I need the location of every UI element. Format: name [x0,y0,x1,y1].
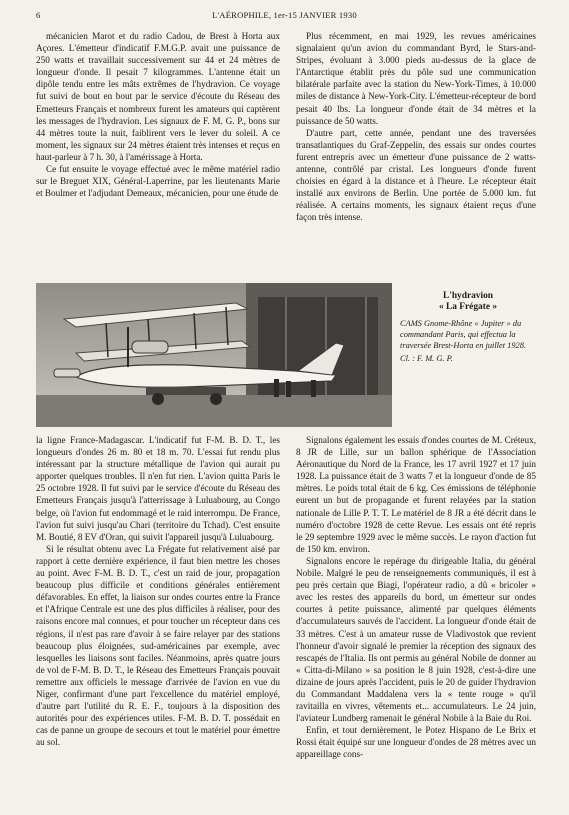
caption-title-line-2: « La Frégate » [438,302,498,312]
paragraph: mécanicien Marot et du radio Cadou, de Brest à Horta aux Açores. L'émetteur d'indicatif F.M.G.P. avait une puissance de 250 watts et travaillait successivement sur 44 et 24 mètres de longueur d'onde. Il pesait 7 kilogrammes. L'antenne était un dipôle tendu entre les mâts extrêmes de l'hydravion. Ce voyage fut suivi de bout en bout par le service d'écoute du Réseau des Emetteurs Français et nombreux furent les amateurs qui captèrent les messages de l'hydravion. Les signaux de F. M. G. P., bons sur 44 mètres toute la nuit, faiblirent vers le lever du soleil. A ce moment, les signaux sur 24 mètres étaient très intenses et reçus en haut-parleur à 7 h. 30, à l'amérissage à Horta. [36,31,280,162]
paragraph: Enfin, et tout dernièrement, le Potez Hispano de Le Brix et Rossi était équipé sur une longueur d'ondes de 28 mètres avec un appareillage cons- [296,725,536,760]
paragraph: la ligne France-Madagascar. L'indicatif fut F-M. B. D. T., les longueurs d'ondes 26 m. 80 et 18 m. 70. L'essai fut rendu plus intéressant par la structure métallique de l'avion qui aurait pu apporter quelques troubles. Il n'en fut rien. L'avion quitta Paris le 25 octobre 1928. Il fut suivi par le service d'écoute du Réseau des Emetteurs Français jusqu'à l'atterrissage à Luluabourg, au Congo belge, où l'avion fut endommagé et le raid interrompu. De France, l'avion fut suivi jusqu'au Chari (territoire du Tchad). C'est ensuite M. Boutié, 8 EV d'Oran, qui suivit l'appareil jusqu'à Luluabourg. [36,435,280,542]
running-header [36,10,533,24]
paragraph: Ce fut ensuite le voyage effectué avec le même matériel radio sur le Breguet XIX, Général-Laperrine, par les lieutenants Marie et Boulmer et l'adjudant Demeaux, mécanicien, pour une étude de [36,164,280,199]
paragraph: Plus récemment, en mai 1929, les revues américaines signalaient qu'un avion du commandant Byrd, le Stars-and-Stripes, évoluant à 3.000 pieds au-dessus de la glace de l'Antarctique établit près du pôle sud une communication bilatérale parfaite avec la station du New-York-Times, à 10.000 miles de distance à New-York-City. L'émetteur-récepteur de bord pesait 40 lbs. La longueur d'onde était de 34 mètres et la puissance de 50 watts. [296,31,536,126]
caption-title-line-1: L'hydravion [442,291,493,301]
paragraph: Signalons également les essais d'ondes courtes de M. Créteux, 8 JR de Lille, sur un ballon sphérique de l'Association Aéronautique du Nord de la France, les 17 avril 1927 et 17 juin 1928. La puissance était de 3 watts 7 et la longueur d'onde de 85 mètres. Le poids total était de 6 kg. Ces émissions de téléphonie eurent un but de propagande et furent relayées par la station nationale de Lille P. T. T. Le matériel de 8 JR a été décrit dans le numéro d'octobre 1928 de cette Revue. Les essais ont été repris le 29 septembre 1929 avec le même succès. Le rayon d'action fut de 150 km. environ. [296,435,536,554]
column-top-left [36,30,280,278]
caption-credit: Cl. : F. M. G. P. [400,354,453,363]
paragraph: Signalons encore le repérage du dirigeable Italia, du général Nobile. Malgré le peu de renseignements communiqués, il est à peu près certain que Biagi, l'opérateur radio, a dû « bricoler » avec les restes des appareils du bord, un émetteur sur ondes courtes à petite puissance, alimenté par quelques éléments d'accumulateurs sauvés de l'accident. La longueur d'onde était de 33 mètres. C'est à un amateur russe de Vladivostok que revient l'honneur d'avoir signalé le premier la réception des signaux des rescapés de l'Italia. Ils ont permis au général Nobile de donner au « Citta-di-Milano » sa position le 8 juin 1928, c'est-à-dire une dizaine de jours après l'accident, puis le 20 de guider l'hydravion du Commandant Maddalena vers la « tente rouge » qu'il ravitailla en vivres, vêtements et... accumulateurs. Le 24 juin, l'aviateur Lundberg ramenait le général Nobile à la Baie du Roi. [296,555,536,724]
running-title: L'AÉROPHILE, 1er-15 JANVIER 1930 [212,10,357,20]
caption-body: CAMS Gnome-Rhône « Jupiter » du commandant Paris, qui effectua la traversée Brest-Horta en juillet 1928. [400,319,526,350]
seaplane-photo [36,283,392,427]
column-top-right [296,30,536,278]
page-number: 6 [36,10,41,20]
paragraph: D'autre part, cette année, pendant une des traversées transatlantiques du Graf-Zeppelin, des essais sur ondes courtes furent entrepris avec un émetteur d'une puissance de 2 watts-antenne, contrôlé par cristal. Les longueurs d'onde furent choisies en égard à la distance et à l'heure. Le récepteur était installé aux environs de Berlin. Une portée de 5.000 km. fut réalisée. A certains moments, les signaux étaient reçus d'une façon très intense. [296,127,536,223]
paragraph: Si le résultat obtenu avec La Frégate fut relativement aisé par rapport à cette dernière expérience, il faut bien mettre les choses au point. Avec F-M. B. D. T., c'est un raid de jour, propagation beaucoup plus difficile et conditions générales entièrement défavorables. En effet, la liaison sur ondes courtes entre la France et l'Afrique Centrale est une des plus difficiles à réaliser, pour des raisons encore mal connues, et pour toucher un récepteur dans ces régions, il n'est pas rare d'avoir à se faire relayer par des stations beaucoup plus éloignées, sud-américaines par exemple, avec lesquelles les liaisons sont faciles. Néanmoins, après quatre jours de vol de F-M. B. D. T., le Réseau des Emetteurs Français pouvait remettre aux officiels le message d'arrivée de l'avion en vue du Niger, confirmant d'une part l'excellence du matériel employé, d'autre part l'utilité du R. E. F., toujours à la disposition des autorités pour des expériences utiles. F-M. B. D. T. possédait en cas de panne un groupe de secours et tout le matériel pour émettre au sol. [36,543,280,748]
figure-caption [400,291,536,364]
column-bottom-left [36,434,280,806]
figure-seaplane [36,283,536,427]
column-bottom-right [296,434,536,806]
seaplane-photo-drawing [36,283,392,427]
